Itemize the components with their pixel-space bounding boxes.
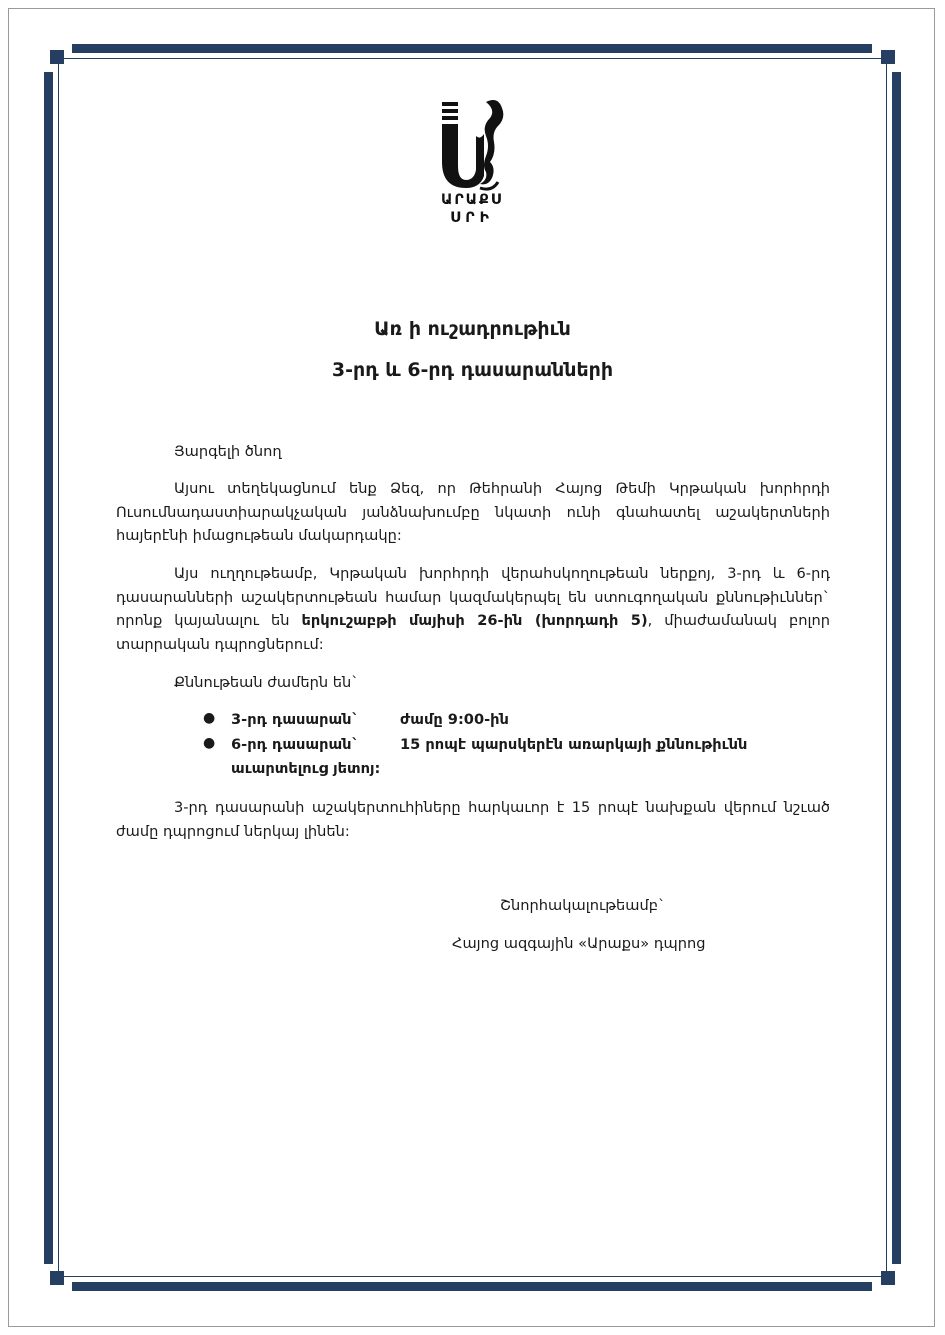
paragraph-2-text-a: Այս ուղղութեամբ, Կրթական խորհրդի վերահսկողութեան ներքոյ, 3-րդ և 6-րդ դասարանների աշակերտութեան համար կազմակերպել են ստուգողական քննութիւններ` որոնք կայանալու են [116, 565, 830, 629]
logo-brand-text: ԱՐԱՔՍ [440, 192, 504, 208]
exam-time: ժամը 9:00-ին [400, 711, 509, 728]
bullet-icon: ● [203, 710, 216, 726]
paragraph-2 [116, 562, 830, 656]
exam-grade: 6-րդ դասարան` [231, 736, 359, 753]
school-logo [436, 96, 508, 232]
bullet-icon: ● [203, 735, 216, 751]
exam-time-continued: աւարտելուց յետոյ: [231, 760, 381, 777]
sender: Հայոց ազգային «Արաքս» դպրոց [452, 935, 706, 952]
paragraph-2-text-b: , միաժամանակ բոլոր տարրական դպրոցներում: [116, 612, 830, 653]
exam-time: 15 րոպէ պարսկերէն առարկայի քննութիւնն [400, 736, 748, 753]
greeting: Յարգելի ծնող [174, 443, 282, 460]
title-line-1: Առ ի ուշադրութիւն [374, 318, 571, 340]
paragraph-3: 3-րդ դասարանի աշակերտուհիները հարկաւոր է 15 րոպէ նախքան վերում նշւած ժամը դպրոցում ներկայ լինեն: [116, 799, 830, 840]
exam-grade: 3-րդ դասարան` [231, 711, 359, 728]
logo-sub-text: ՍՐԻ [450, 210, 494, 226]
paragraph-1: Այսու տեղեկացնում ենք Ձեզ, որ Թեհրանի Հայոց Թեմի Կրթական խորհրդի Ուսումնադաստիարակչական յանձնախումբը նկատի ունի գնահատել աշակերտների հայերէնի իմացութեան մակարդակը: [116, 480, 830, 544]
closing: Շնորհակալութեամբ` [500, 897, 666, 914]
exam-date: երկուշաբթի մայիսի 26-ին (խորդադի 5) [301, 612, 648, 629]
title-line-2: 3-րդ և 6-րդ դասարանների [331, 359, 614, 381]
exam-times-intro: Քննութեան ժամերն են` [174, 674, 359, 691]
